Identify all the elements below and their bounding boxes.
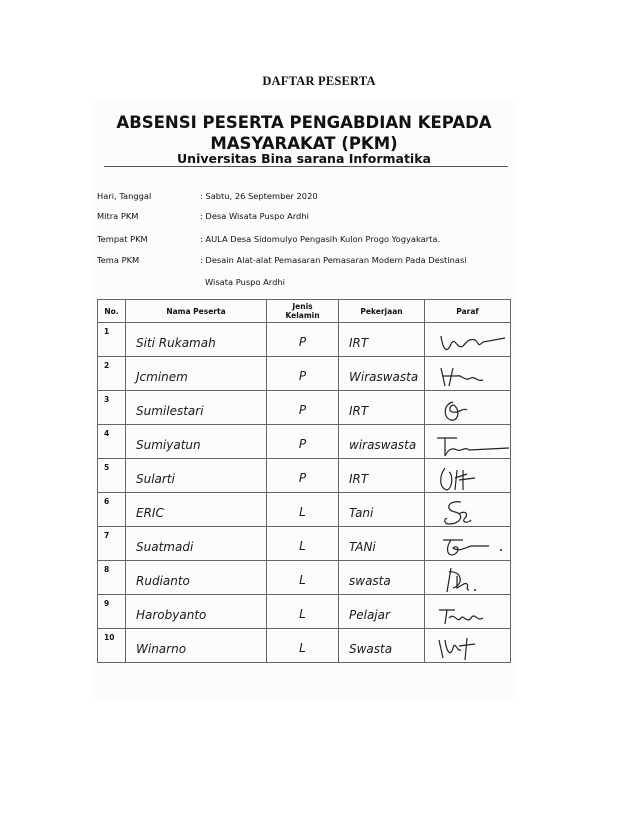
participant-name: Sularti	[136, 472, 175, 486]
participant-gender: L	[299, 505, 306, 519]
participant-job: TANi	[349, 540, 376, 554]
row-number: 2	[104, 361, 110, 370]
info-value-theme-continued: Wisata Puspo Ardhi	[205, 277, 285, 287]
participant-job: IRT	[349, 472, 369, 486]
scanned-attendance-sheet	[92, 100, 516, 700]
page-heading: DAFTAR PESERTA	[262, 74, 376, 88]
signature-mark	[425, 629, 511, 662]
row-number: 9	[104, 599, 110, 608]
participant-name: Winarno	[136, 642, 187, 656]
signature-mark	[425, 527, 511, 560]
signature-mark	[425, 595, 511, 628]
table-row	[98, 527, 511, 561]
document-title-line2: MASYARAKAT (PKM)	[210, 134, 398, 153]
row-number: 6	[104, 497, 110, 506]
table-header-row	[98, 300, 511, 323]
participant-gender: L	[299, 641, 306, 655]
participant-gender: P	[298, 403, 307, 417]
participant-gender: L	[299, 607, 306, 621]
row-number: 5	[104, 463, 110, 472]
participant-job: IRT	[349, 336, 369, 350]
info-label-date: Hari, Tanggal	[97, 191, 152, 201]
participant-name: ERIC	[136, 506, 164, 520]
signature-mark	[425, 459, 511, 492]
participant-gender: L	[299, 573, 306, 587]
header-name: Nama Peserta	[126, 300, 267, 323]
participant-gender: P	[298, 369, 307, 383]
signature-mark	[425, 391, 511, 424]
participant-name: Sumilestari	[136, 404, 204, 418]
participant-job: wiraswasta	[349, 438, 417, 452]
table-row	[98, 595, 511, 629]
participant-job: IRT	[349, 404, 369, 418]
row-number: 3	[104, 395, 110, 404]
document-title-line1: ABSENSI PESERTA PENGABDIAN KEPADA	[116, 113, 492, 132]
participant-name: Sumiyatun	[136, 438, 201, 452]
table-row	[98, 459, 511, 493]
attendance-table	[97, 299, 511, 663]
participant-gender: P	[298, 437, 307, 451]
signature-mark	[425, 323, 511, 356]
participant-job: Wiraswasta	[349, 370, 419, 384]
participant-gender: L	[299, 539, 306, 553]
row-number: 8	[104, 565, 110, 574]
participant-job: Swasta	[349, 642, 393, 656]
table-row	[98, 561, 511, 595]
header-job: Pekerjaan	[339, 300, 425, 323]
participant-gender: P	[298, 471, 307, 485]
signature-mark	[425, 425, 511, 458]
table-row	[98, 323, 511, 357]
info-label-place: Tempat PKM	[97, 234, 148, 244]
signature-mark	[425, 561, 511, 594]
table-row	[98, 391, 511, 425]
participant-name: Rudianto	[136, 574, 190, 588]
info-label-partner: Mitra PKM	[97, 211, 139, 221]
document-subtitle: Universitas Bina sarana Informatika	[177, 151, 431, 166]
participant-job: Pelajar	[349, 608, 390, 622]
participant-name: Suatmadi	[136, 540, 194, 554]
row-number: 10	[104, 633, 115, 642]
participant-name: Siti Rukamah	[136, 336, 216, 350]
title-divider	[104, 166, 508, 167]
row-number: 4	[104, 429, 110, 438]
row-number: 1	[104, 327, 110, 336]
signature-mark	[425, 357, 511, 390]
info-value-partner: : Desa Wisata Puspo Ardhi	[200, 211, 309, 221]
table-row	[98, 357, 511, 391]
info-label-theme: Tema PKM	[97, 255, 140, 265]
table-row	[98, 425, 511, 459]
row-number: 7	[104, 531, 110, 540]
participant-name: Harobyanto	[136, 608, 207, 622]
participant-job: swasta	[349, 574, 391, 588]
participant-name: Jcminem	[136, 370, 188, 384]
info-value-date: : Sabtu, 26 September 2020	[200, 191, 318, 201]
info-value-place: : AULA Desa Sidomulyo Pengasih Kulon Progo Yogyakarta.	[200, 234, 441, 244]
header-signature: Paraf	[425, 300, 511, 323]
header-gender: Jenis Kelamin	[267, 300, 339, 323]
table-row	[98, 493, 511, 527]
participant-job: Tani	[349, 506, 374, 520]
info-value-theme: : Desain Alat-alat Pemasaran Pemasaran Modern Pada Destinasi	[200, 255, 467, 265]
participant-gender: P	[298, 335, 307, 349]
header-no: No.	[98, 300, 126, 323]
table-row	[98, 629, 511, 663]
signature-mark	[425, 493, 511, 526]
